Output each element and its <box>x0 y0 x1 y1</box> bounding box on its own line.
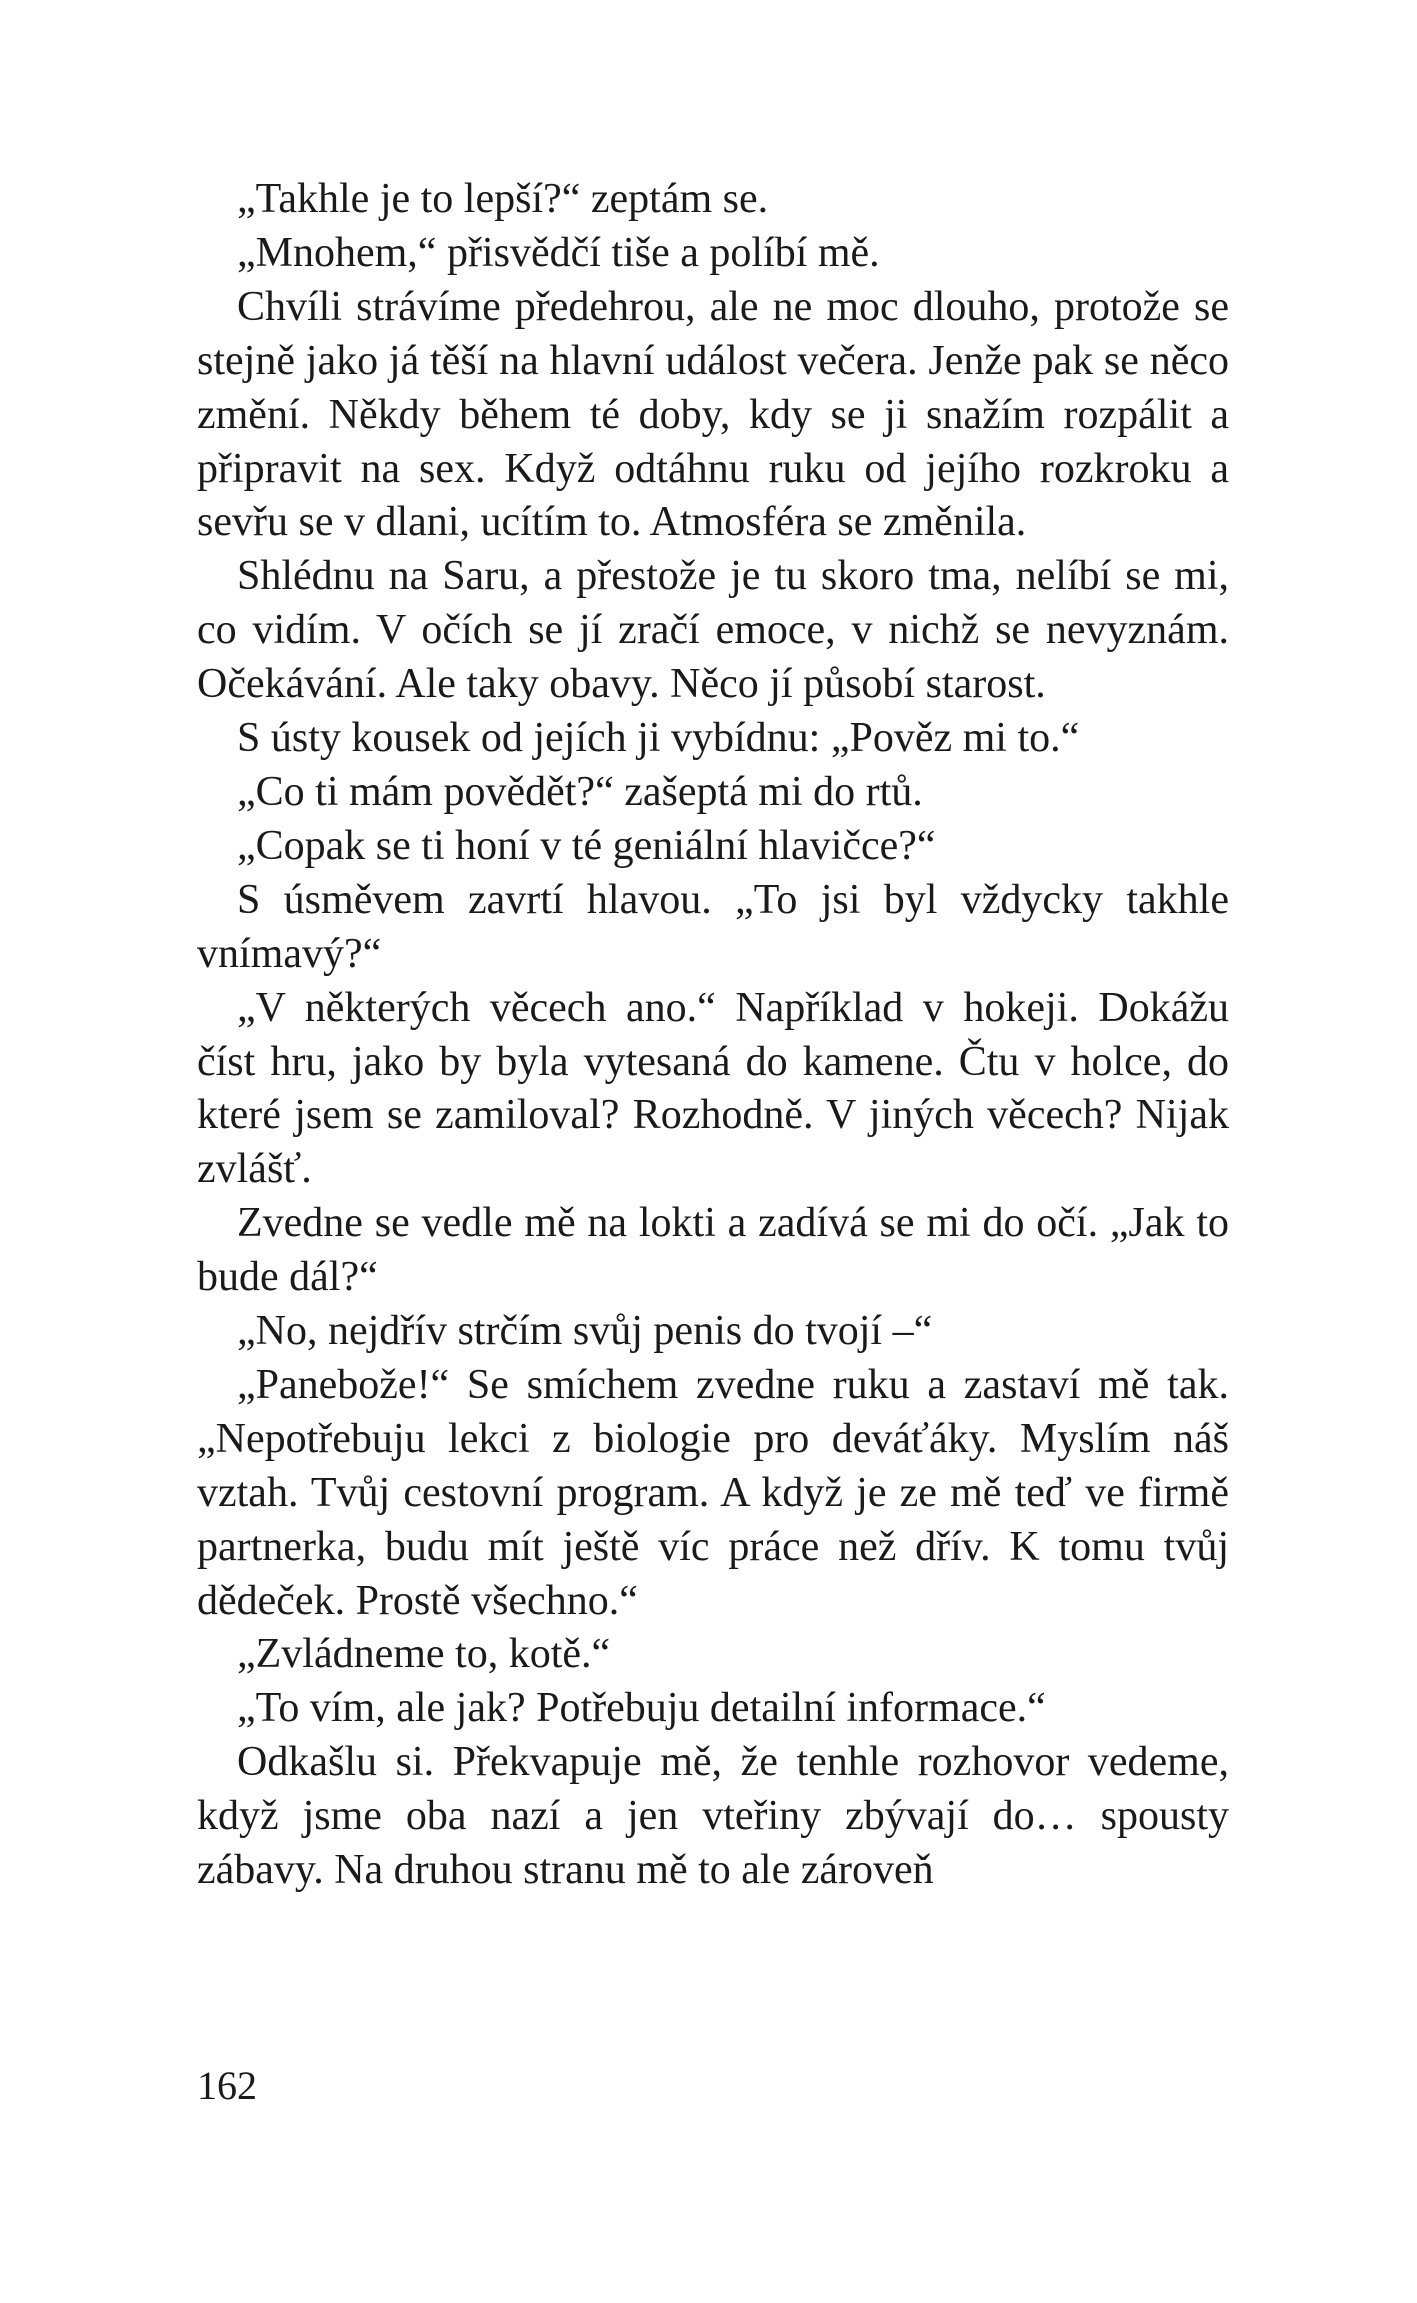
paragraph: Odkašlu si. Překvapuje mě, že tenhle rozhovor vedeme, když jsme oba nazí a jen vteřiny zbývají do… spousty zábavy. Na druhou stranu mě to ale zároveň <box>197 1739 1229 1894</box>
paragraph: „No, nejdřív strčím svůj penis do tvojí –“ <box>237 1308 933 1355</box>
paragraph: „V některých věcech ano.“ Například v hokeji. Dokážu číst hru, jako by byla vytesaná do kamene. Čtu v holce, do které jsem se zamiloval? Rozhodně. V jiných věcech? Nijak zvlášť. <box>197 984 1229 1193</box>
paragraph: „Takhle je to lepší?“ zeptám se. <box>237 176 769 222</box>
paragraph: „Copak se ti honí v té geniální hlavičce?“ <box>237 822 936 869</box>
paragraph: Shlédnu na Saru, a přestože je tu skoro tma, nelíbí se mi, co vidím. V očích se jí zračí emoce, v nichž se nevyznám. Očekávání. Ale taky obavy. Něco jí působí starost. <box>197 553 1229 708</box>
paragraph: „To vím, ale jak? Potřebuju detailní informace.“ <box>237 1685 1046 1732</box>
paragraph: „Co ti mám povědět?“ zašeptá mi do rtů. <box>237 768 923 815</box>
page-number: 162 <box>197 2063 257 2108</box>
paragraph: S ústy kousek od jejích ji vybídnu: „Pověz mi to.“ <box>237 715 1080 762</box>
paragraph: „Panebože!“ Se smíchem zvedne ruku a zastaví mě tak. „Nepotřebuju lekci z biologie pro deváťáky. Myslím náš vztah. Tvůj cestovní program. A když je ze mě teď ve firmě partnerka, budu mít ještě víc práce než dřív. K tomu tvůj dědeček. Prostě všechno.“ <box>197 1361 1229 1624</box>
paragraph: S úsměvem zavrtí hlavou. „To jsi byl vždycky takhle vnímavý?“ <box>197 876 1229 977</box>
paragraph: Chvíli strávíme předehrou, ale ne moc dlouho, protože se stejně jako já těší na hlavní událost večera. Jenže pak se něco změní. Někdy během té doby, kdy se ji snažím rozpálit a připravit na sex. Když odtáhnu ruku od jejího rozkroku a sevřu se v dlani, ucítím to. Atmosféra se změnila. <box>197 283 1229 546</box>
paragraph: Zvedne se vedle mě na lokti a zadívá se mi do očí. „Jak to bude dál?“ <box>197 1200 1229 1301</box>
body-text <box>197 173 1229 1898</box>
paragraph: „Mnohem,“ přisvědčí tiše a políbí mě. <box>237 229 880 276</box>
paragraph: „Zvládneme to, kotě.“ <box>237 1631 611 1678</box>
